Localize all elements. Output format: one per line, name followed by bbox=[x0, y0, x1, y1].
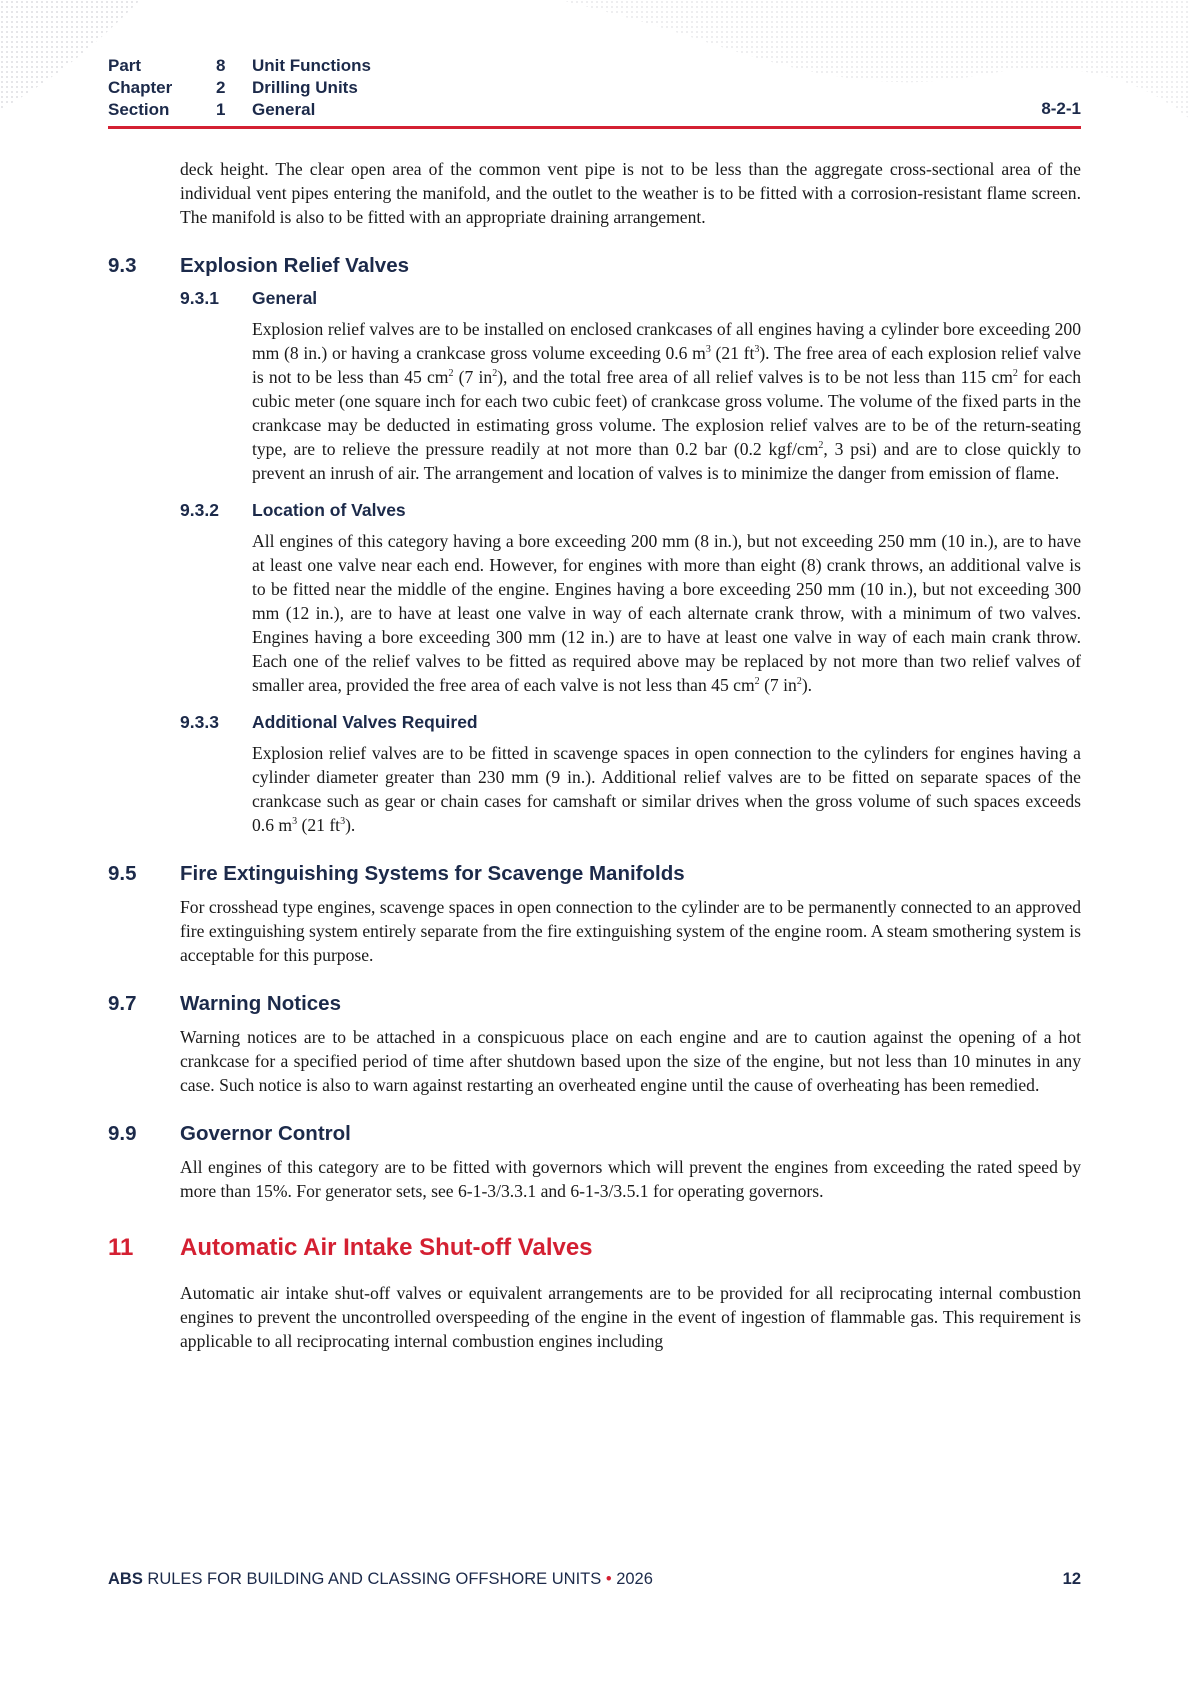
footer-year: 2026 bbox=[611, 1570, 653, 1588]
superscript: 3 bbox=[705, 344, 711, 356]
page-footer bbox=[108, 1570, 1081, 1589]
intro-paragraph: deck height. The clear open area of the common vent pipe is not to be less than the aggregate cross-sectional area of the individual vent pipes entering the manifold, and the outlet to the weather is to be fitted with a corrosion-resistant flame screen. The manifold is also to be fitted with an appropriate draining arrangement. bbox=[180, 159, 1081, 227]
paragraph-9-7: Warning notices are to be attached in a conspicuous place on each engine and are to caution against the opening of a hot crankcase for a specified period of time after shutdown based upon the size of the engine, but not less than 10 minutes in any case. Such notice is also to warn against restarting an overheated engine until the cause of overheating has been remedied. bbox=[180, 1027, 1081, 1095]
section-heading-9-3 bbox=[108, 253, 1081, 279]
paragraph-9-3-2 bbox=[252, 529, 1081, 697]
text-run: (21 ft bbox=[297, 815, 341, 835]
page-number: 12 bbox=[1062, 1570, 1081, 1588]
superscript: 3 bbox=[340, 816, 346, 828]
section-number: 9.7 bbox=[108, 992, 137, 1015]
superscript: 2 bbox=[492, 368, 498, 380]
paragraph-9-5: For crosshead type engines, scavenge spaces in open connection to the cylinder are to be permanently connected to an approved fire extinguishing system entirely separate from the fire extinguishing system of the engine room. A steam smothering system is acceptable for this purpose. bbox=[180, 897, 1081, 965]
section-title: Governor Control bbox=[180, 1122, 351, 1145]
section-heading-11 bbox=[108, 1233, 1081, 1263]
text-run: All engines of this category having a bore exceeding 200 mm (8 in.), but not exceeding 250 mm (10 in.), are to have at least one valve near each end. However, for engines with more than eight (8) crank throws, an additional valve is to be fitted near the middle of the engine. Engines having a bore exceeding 250 mm (10 in.), but not exceeding 300 mm (12 in.), are to have at least one valve in way of each alternate crank throw, with a minimum of two valves. Engines having a bore exceeding 300 mm (12 in.) are to have at least one valve in way of each main crank throw. Each one of the relief valves to be fitted as required above may be replaced by not more than two relief valves of smaller area, provided the free area of each valve is not less than 45 cm bbox=[252, 531, 1081, 695]
paragraph-11: Automatic air intake shut-off valves or equivalent arrangements are to be provided for all reciprocating internal combustion engines to prevent the uncontrolled overspeeding of the engine in the event of ingestion of flammable gas. This requirement is applicable to all reciprocating internal combustion engines including bbox=[180, 1283, 1081, 1351]
subsection-title: General bbox=[252, 288, 318, 308]
section-number: 9.3 bbox=[108, 254, 137, 277]
text-run: ). bbox=[801, 675, 813, 695]
section-number: 11 bbox=[108, 1234, 134, 1261]
text-run: , 3 psi) and are to close quickly to prevent an inrush of air. The arrangement and location of valves is to minimize the danger from emission of flame. bbox=[252, 439, 1081, 483]
header-part-title: Unit Functions bbox=[252, 56, 371, 75]
section-title: Explosion Relief Valves bbox=[180, 254, 410, 277]
section-title: Warning Notices bbox=[180, 992, 341, 1015]
header-section-title: General bbox=[252, 100, 316, 119]
running-header bbox=[108, 55, 1081, 121]
header-chapter-label: Chapter bbox=[108, 78, 173, 97]
section-heading-9-9 bbox=[108, 1121, 1081, 1147]
subsection-number: 9.3.3 bbox=[180, 712, 219, 732]
subsection-heading-9-3-2 bbox=[180, 499, 1081, 521]
header-part-label: Part bbox=[108, 56, 142, 75]
superscript: 3 bbox=[754, 344, 760, 356]
section-title: Fire Extinguishing Systems for Scavenge Manifolds bbox=[180, 862, 685, 885]
subsection-title: Additional Valves Required bbox=[252, 712, 478, 732]
header-chapter-number: 2 bbox=[216, 78, 226, 97]
text-run: ). bbox=[345, 815, 356, 835]
subsection-heading-9-3-3 bbox=[180, 711, 1081, 733]
superscript: 3 bbox=[292, 816, 298, 828]
header-section-label: Section bbox=[108, 100, 170, 119]
footer-title bbox=[108, 1570, 653, 1589]
header-row-section bbox=[108, 99, 1081, 121]
section-number: 9.9 bbox=[108, 1122, 137, 1145]
header-part-number: 8 bbox=[216, 56, 226, 75]
paragraph-9-3-1 bbox=[252, 317, 1081, 485]
header-section-number: 1 bbox=[216, 100, 226, 119]
paragraph-9-3-3 bbox=[252, 741, 1081, 837]
footer-document-title: RULES FOR BUILDING AND CLASSING OFFSHORE UNITS bbox=[142, 1570, 606, 1588]
header-rule bbox=[108, 126, 1081, 129]
text-run: (7 in bbox=[453, 367, 493, 387]
footer-separator-dot: • bbox=[605, 1570, 612, 1588]
text-run: (21 ft bbox=[710, 343, 755, 363]
superscript: 2 bbox=[818, 440, 824, 452]
header-row-chapter bbox=[108, 77, 1081, 99]
section-heading-9-7 bbox=[108, 991, 1081, 1017]
superscript: 2 bbox=[754, 676, 760, 688]
paragraph-9-9: All engines of this category are to be fitted with governors which will prevent the engines from exceeding the rated speed by more than 15%. For generator sets, see 6-1-3/3.3.1 and 6-1-3/3.5.1 for operating governors. bbox=[180, 1157, 1081, 1201]
subsection-heading-9-3-1 bbox=[180, 287, 1081, 309]
text-run: (7 in bbox=[759, 675, 797, 695]
section-title: Automatic Air Intake Shut-off Valves bbox=[180, 1234, 593, 1261]
abs-brand: ABS bbox=[108, 1570, 143, 1588]
subsection-number: 9.3.2 bbox=[180, 500, 219, 520]
text-run: Explosion relief valves are to be fitted in scavenge spaces in open connection to the cylinders for engines having a cylinder diameter greater than 230 mm (9 in.). Additional relief valves are to be fitted on separate spaces of the crankcase such as gear or chain cases for camshaft or similar drives when the gross volume of such spaces exceeds 0.6 m bbox=[252, 743, 1081, 835]
section-heading-9-5 bbox=[108, 861, 1081, 887]
text-run: for each cubic meter (one square inch for each two cubic feet) of crankcase gross volume. The volume of the fixed parts in the crankcase may be deducted in estimating gross volume. The explosion relief valves are to be of the return-seating type, are to relieve the pressure readily at not more than 0.2 bar (0.2 kgf/cm bbox=[252, 367, 1081, 459]
header-row-part bbox=[108, 55, 1081, 77]
text-run: ). The free area of each explosion relief valve is not to be less than 45 cm bbox=[252, 343, 1082, 387]
superscript: 2 bbox=[796, 676, 802, 688]
superscript: 2 bbox=[1012, 368, 1018, 380]
subsection-title: Location of Valves bbox=[252, 500, 406, 520]
subsection-number: 9.3.1 bbox=[180, 288, 219, 308]
header-chapter-title: Drilling Units bbox=[252, 78, 358, 97]
text-run: ), and the total free area of all relief valves is to be not less than 115 cm bbox=[497, 367, 1013, 387]
section-number: 9.5 bbox=[108, 862, 137, 885]
superscript: 2 bbox=[448, 368, 454, 380]
text-run: Explosion relief valves are to be installed on enclosed crankcases of all engines having a cylinder bore exceeding 200 mm (8 in.) or having a crankcase gross volume exceeding 0.6 m bbox=[252, 319, 1081, 363]
header-reference: 8-2-1 bbox=[1041, 99, 1081, 118]
page-body bbox=[108, 157, 1081, 1353]
